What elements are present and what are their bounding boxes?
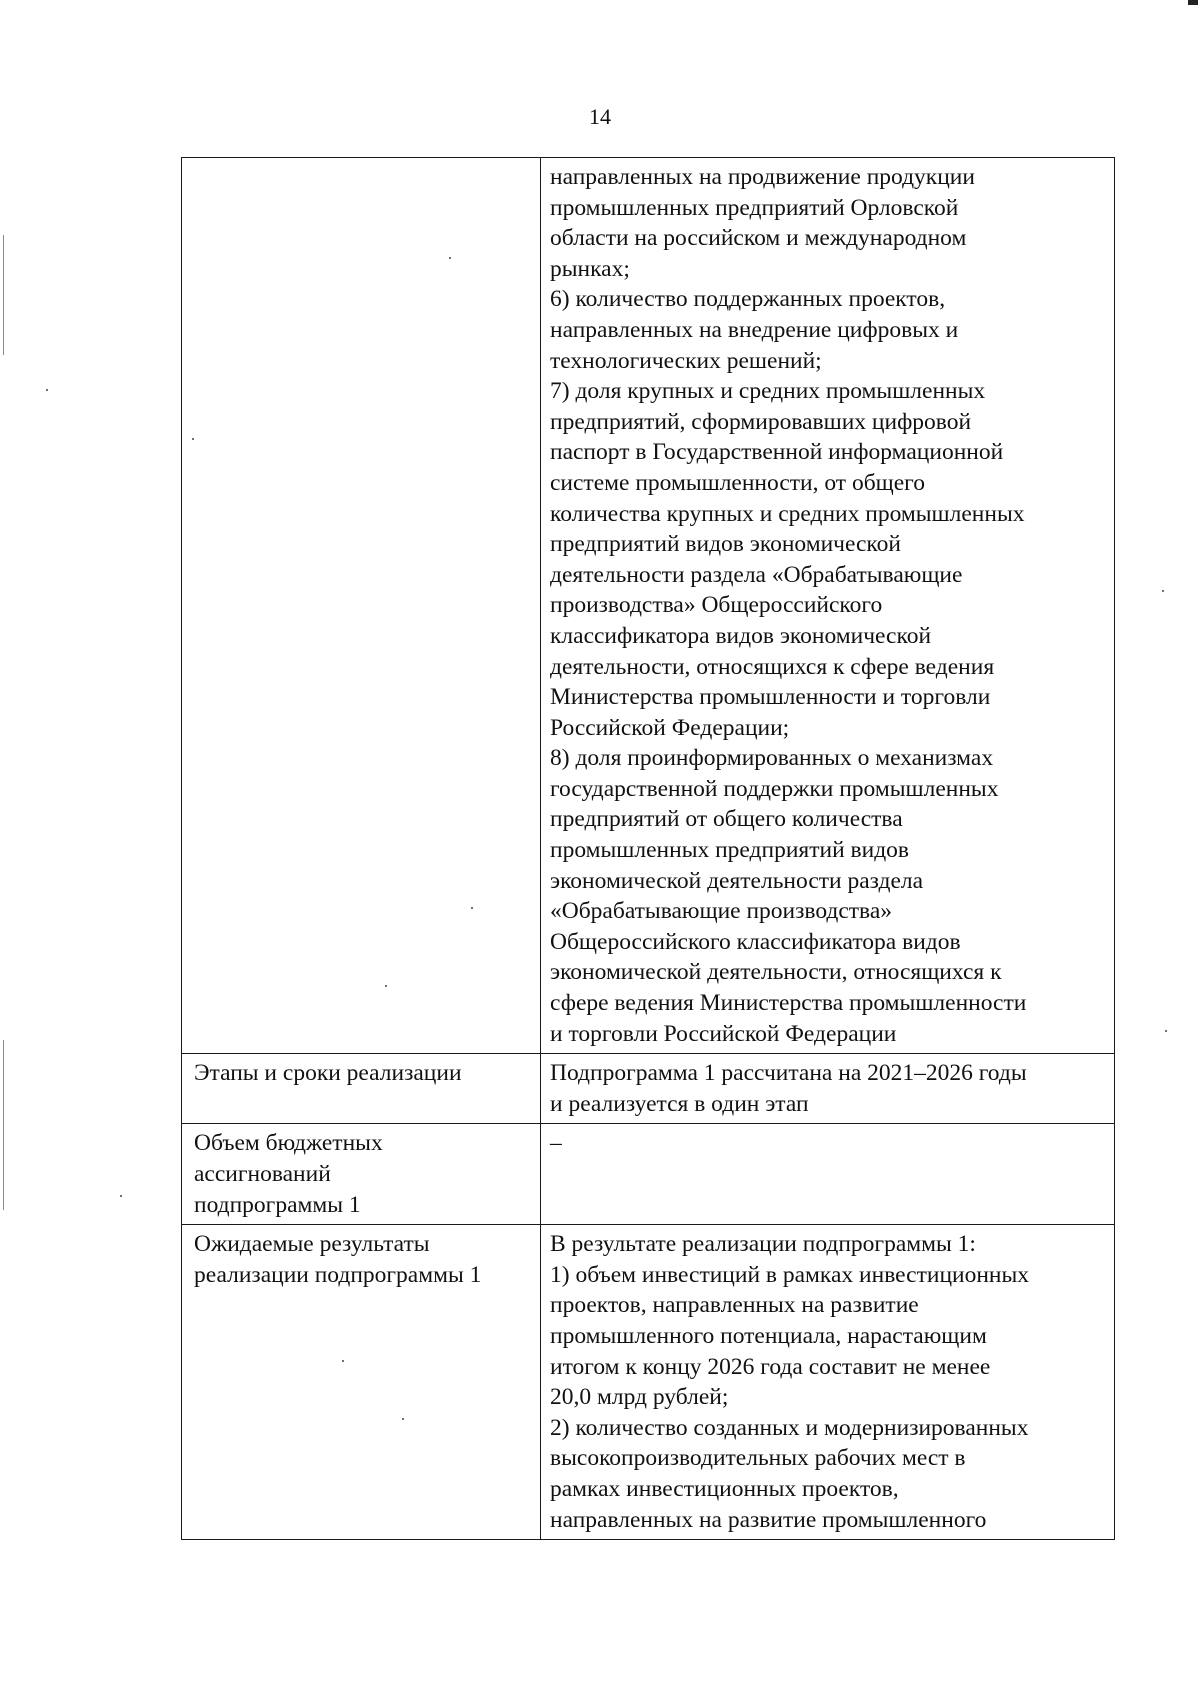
- scan-speck: [120, 1195, 122, 1197]
- value-line: предприятий, сформировавших цифровой: [550, 408, 972, 435]
- scan-speck: [385, 985, 387, 987]
- value-line: 20,0 млрд рублей;: [550, 1384, 729, 1411]
- value-line: рынках;: [550, 255, 630, 282]
- row-value-cell: [541, 1124, 1115, 1225]
- label-line: Объем бюджетных: [194, 1130, 383, 1157]
- row-label-cell: [182, 1124, 541, 1225]
- scan-speck: [1165, 1030, 1167, 1032]
- value-line: экономической деятельности раздела: [550, 867, 924, 894]
- value-line: направленных на продвижение продукции: [550, 164, 975, 190]
- value-line: направленных на развитие промышленного: [550, 1506, 987, 1533]
- label-line: реализации подпрограммы 1: [194, 1261, 482, 1288]
- label-line: Ожидаемые результаты: [194, 1231, 430, 1258]
- value-line: Министерства промышленности и торговли: [550, 684, 991, 711]
- value-line: 2) количество созданных и модернизированных: [550, 1414, 1029, 1441]
- table-row: [182, 1124, 1115, 1225]
- value-line: системе промышленности, от общего: [550, 469, 925, 496]
- scan-speck: [46, 389, 48, 391]
- value-line: классификатора видов экономической: [550, 622, 932, 649]
- value-line: 7) доля крупных и средних промышленных: [550, 378, 986, 405]
- value-line: промышленных предприятий Орловской: [550, 194, 959, 221]
- value-line: государственной поддержки промышленных: [550, 775, 999, 802]
- table-row: [182, 1225, 1115, 1540]
- value-line: области на российском и международном: [550, 225, 967, 252]
- value-line: «Обрабатывающие производства»: [550, 898, 893, 925]
- label-line: Этапы и сроки реализации: [194, 1060, 462, 1087]
- value-line: направленных на внедрение цифровых и: [550, 316, 959, 343]
- value-line: высокопроизводительных рабочих мест в: [550, 1445, 966, 1472]
- value-line: деятельности, относящихся к сфере ведения: [550, 653, 995, 680]
- value-line: паспорт в Государственной информационной: [550, 439, 1004, 466]
- scan-speck: [471, 907, 473, 909]
- value-line: промышленных предприятий видов: [550, 837, 909, 864]
- row-value-cell: [541, 1054, 1115, 1124]
- value-line: –: [550, 1130, 562, 1157]
- value-line: 6) количество поддержанных проектов,: [550, 286, 946, 313]
- value-line: итогом к концу 2026 года составит не менее: [550, 1353, 991, 1380]
- value-line: Подпрограмма 1 рассчитана на 2021–2026 годы: [550, 1060, 1027, 1087]
- scan-speck: [192, 438, 194, 440]
- page-number: 14: [589, 104, 611, 129]
- row-value-cell: [541, 158, 1115, 1054]
- row-label-cell: [182, 1054, 541, 1124]
- value-line: предприятий от общего количества: [550, 806, 903, 833]
- value-line: производства» Общероссийского: [550, 592, 883, 619]
- scan-edge-mark: [1188, 0, 1198, 5]
- value-line: технологических решений;: [550, 347, 822, 374]
- value-line: количества крупных и средних промышленных: [550, 500, 1025, 527]
- value-line: промышленного потенциала, нарастающим: [550, 1322, 987, 1349]
- scan-speck: [449, 257, 451, 259]
- value-line: предприятий видов экономической: [550, 531, 901, 558]
- scan-margin-line: [3, 235, 4, 355]
- value-line: В результате реализации подпрограммы 1:: [550, 1231, 976, 1258]
- value-line: проектов, направленных на развитие: [550, 1292, 919, 1319]
- scan-speck: [1162, 590, 1164, 592]
- passport-table: [181, 157, 1115, 1540]
- row-value-cell: [541, 1225, 1115, 1540]
- value-line: 8) доля проинформированных о механизмах: [550, 745, 994, 772]
- row-label-cell: [182, 158, 541, 1054]
- value-line: и торговли Российской Федерации: [550, 1020, 897, 1047]
- value-line: деятельности раздела «Обрабатывающие: [550, 561, 963, 588]
- value-line: сфере ведения Министерства промышленности: [550, 990, 1027, 1017]
- table-row: [182, 158, 1115, 1054]
- label-line: ассигнований: [194, 1161, 331, 1187]
- value-line: Российской Федерации;: [550, 714, 790, 741]
- value-line: и реализуется в один этап: [550, 1090, 809, 1117]
- value-line: рамках инвестиционных проектов,: [550, 1475, 899, 1502]
- label-line: подпрограммы 1: [194, 1191, 361, 1218]
- value-line: 1) объем инвестиций в рамках инвестиционных: [550, 1261, 1030, 1288]
- value-line: Общероссийского классификатора видов: [550, 928, 961, 955]
- row-label-cell: [182, 1225, 541, 1540]
- scan-margin-line: [3, 1040, 4, 1210]
- scan-speck: [342, 1360, 344, 1362]
- table-row: [182, 1054, 1115, 1124]
- scan-speck: [402, 1418, 404, 1420]
- value-line: экономической деятельности, относящихся к: [550, 959, 1002, 986]
